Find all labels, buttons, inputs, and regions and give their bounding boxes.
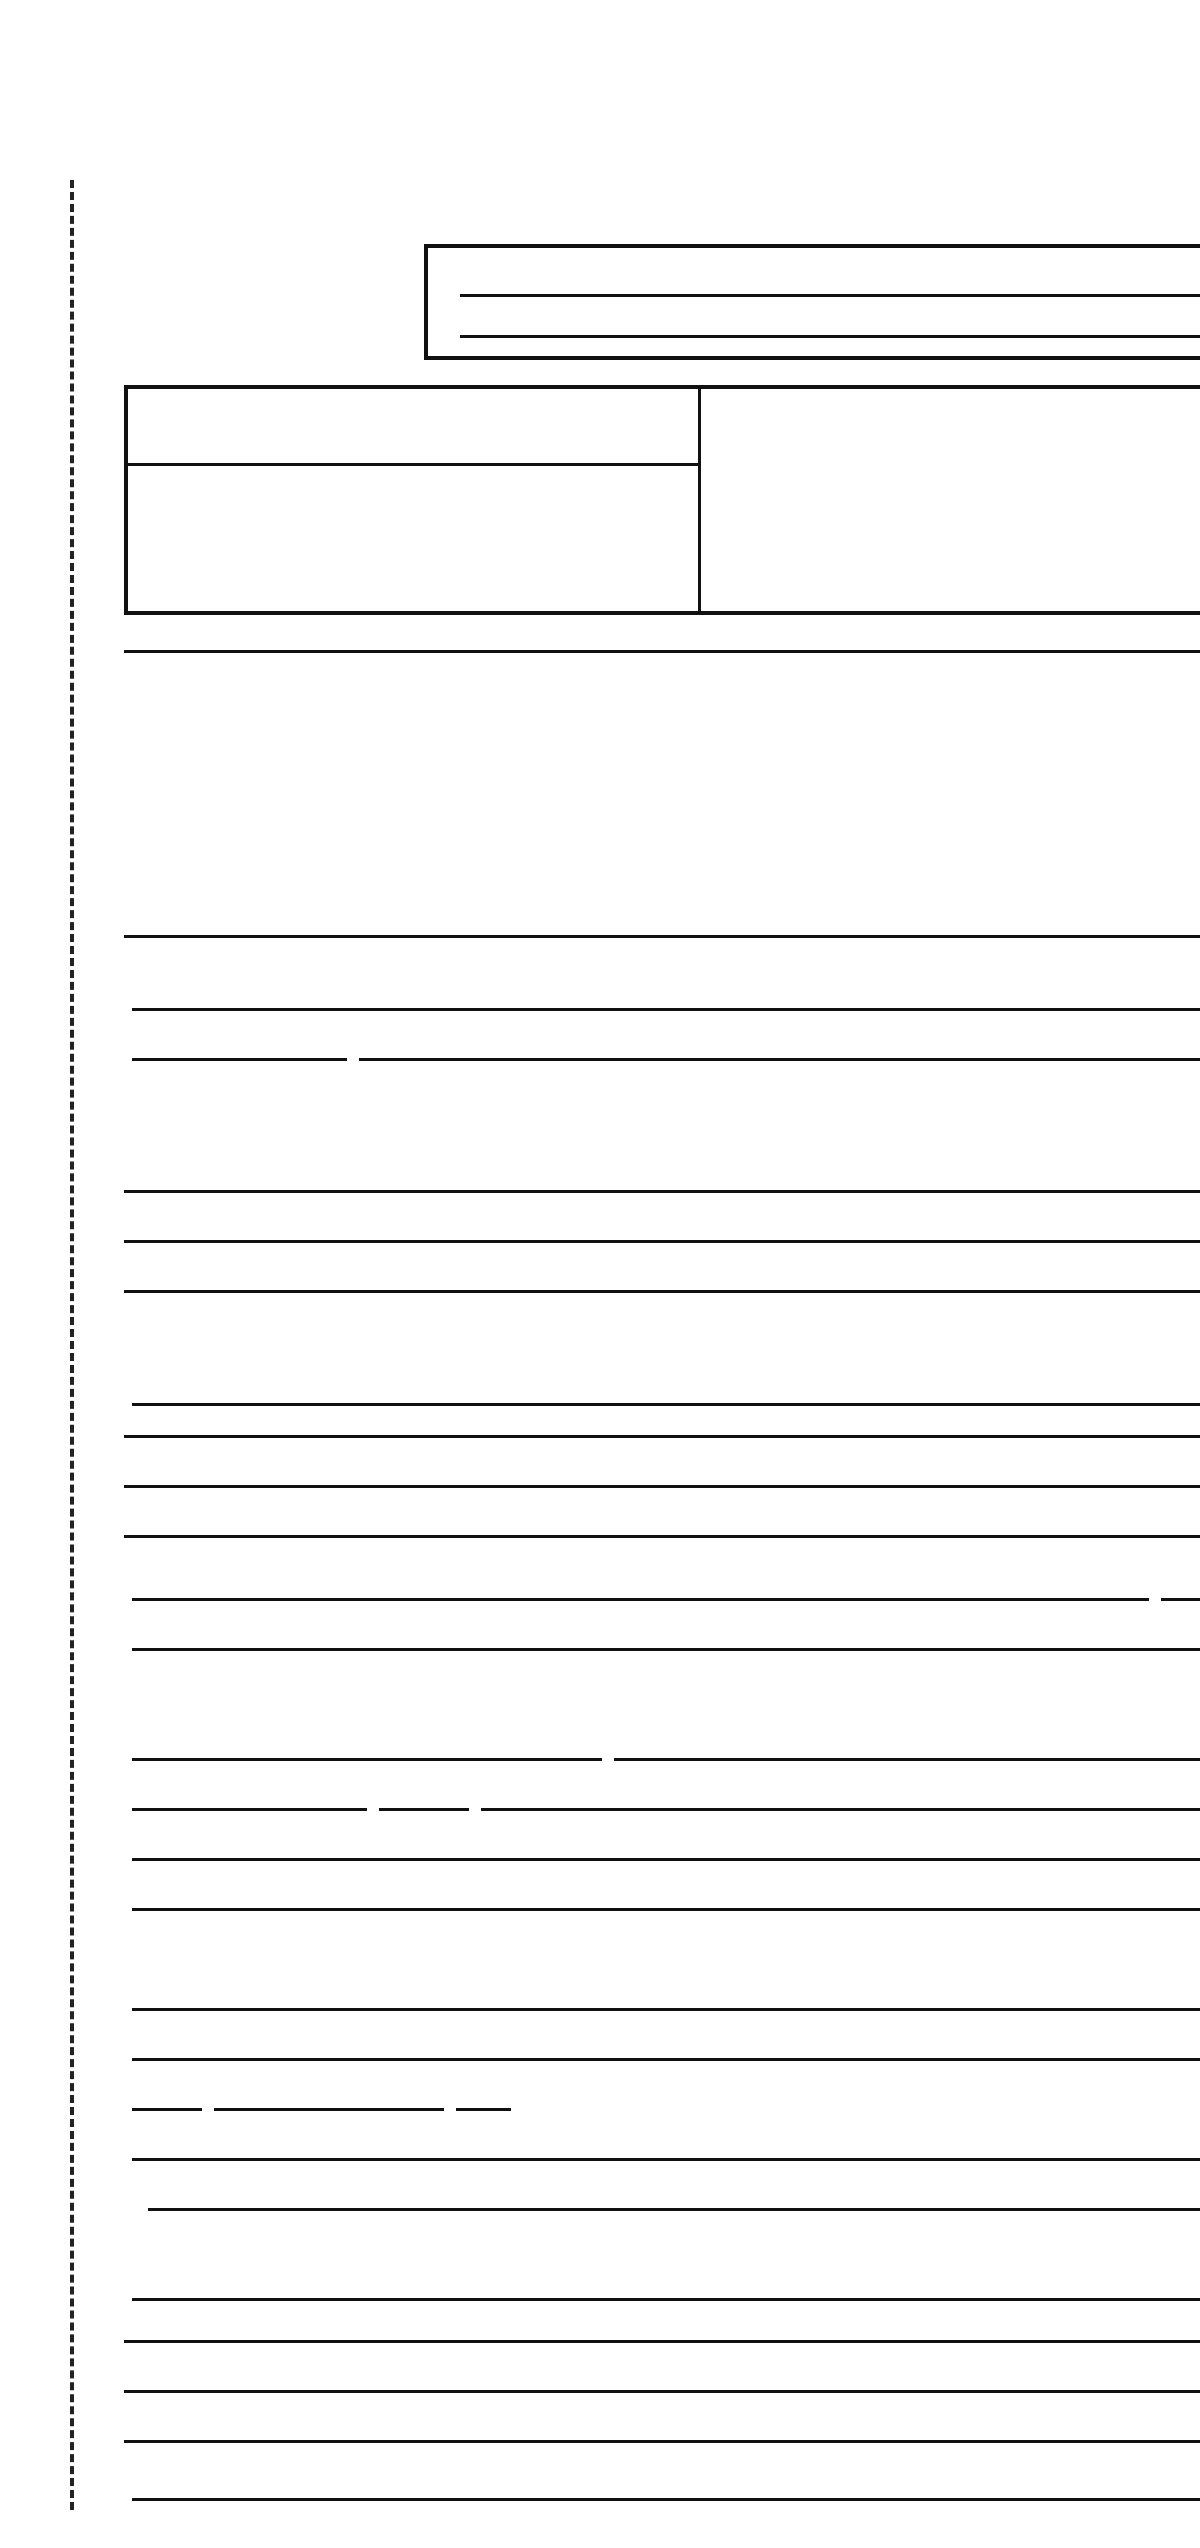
year-input[interactable] — [132, 1724, 602, 1761]
fio-input[interactable] — [132, 974, 1200, 1011]
field-term-births — [124, 1815, 1200, 1861]
term-input[interactable] — [614, 1724, 1200, 1761]
field-pregnancy-number — [124, 1555, 1200, 1601]
field-diseases — [124, 1065, 1200, 1111]
header-table — [124, 385, 1200, 615]
births-input[interactable] — [1161, 1564, 1200, 1601]
blank-line[interactable] — [124, 1240, 1200, 1243]
okud-field[interactable] — [460, 256, 1200, 297]
field-first-movement — [124, 2165, 1200, 2211]
premature-term-input[interactable] — [481, 1774, 1200, 1811]
blank-line[interactable] — [124, 2390, 1200, 2393]
field-premature — [124, 1765, 1200, 1811]
field-operations — [124, 1115, 1200, 1161]
header-right — [701, 389, 1200, 611]
blank-line[interactable] — [124, 2340, 1200, 2343]
divider — [124, 650, 1200, 653]
first-visit-input[interactable] — [132, 2024, 1200, 2061]
blank-line[interactable] — [124, 2440, 1200, 2443]
abortions-input[interactable] — [132, 1614, 1200, 1651]
field-first-visit — [124, 2015, 1200, 2061]
current-pregnancy-input[interactable] — [132, 2264, 1200, 2301]
field-year-term — [124, 1715, 1200, 1761]
field-age-address — [124, 1015, 1200, 1061]
ministry — [128, 389, 698, 466]
okpo-field[interactable] — [460, 297, 1200, 338]
visits-input[interactable] — [132, 2124, 1200, 2161]
blank-line[interactable] — [124, 1485, 1200, 1488]
postpartum-input[interactable] — [132, 1369, 1200, 1406]
day-input[interactable] — [132, 2074, 202, 2111]
field-current-pregnancy — [124, 2255, 1200, 2301]
field-postpartum — [124, 1360, 1200, 1406]
year-suffix-input[interactable] — [456, 2074, 511, 2111]
address-input[interactable] — [359, 1024, 1200, 1061]
pregnancy-number-input[interactable] — [132, 1564, 1149, 1601]
age-input[interactable] — [132, 1024, 347, 1061]
pelvis-input[interactable] — [132, 2464, 1200, 2501]
blank-line[interactable] — [124, 1190, 1200, 1193]
header-left — [128, 389, 701, 611]
field-prev-pregnancies — [124, 1310, 1200, 1356]
blank-line[interactable] — [124, 1435, 1200, 1438]
blank-line[interactable] — [124, 1535, 1200, 1538]
field-pelvis — [124, 2455, 1200, 2501]
field-date — [124, 2065, 824, 2111]
last-menstruation-input[interactable] — [132, 1874, 1200, 1911]
term-births-input[interactable] — [132, 1824, 1200, 1861]
field-abortions — [124, 1605, 1200, 1651]
pregnancy-term-input[interactable] — [132, 1974, 1200, 2011]
divider — [124, 935, 1200, 938]
first-movement-input[interactable] — [148, 2174, 1200, 2211]
month-input[interactable] — [214, 2074, 444, 2111]
field-pregnancy-term — [124, 1965, 1200, 2011]
field-last-menstruation — [124, 1865, 1200, 1911]
cut-line — [70, 180, 74, 2510]
field-visits — [124, 2115, 1200, 2161]
premature-year-input[interactable] — [379, 1774, 469, 1811]
blank-line[interactable] — [124, 1290, 1200, 1293]
field-fio — [124, 965, 1200, 1011]
premature-input[interactable] — [132, 1774, 367, 1811]
codes-box — [424, 244, 1200, 360]
